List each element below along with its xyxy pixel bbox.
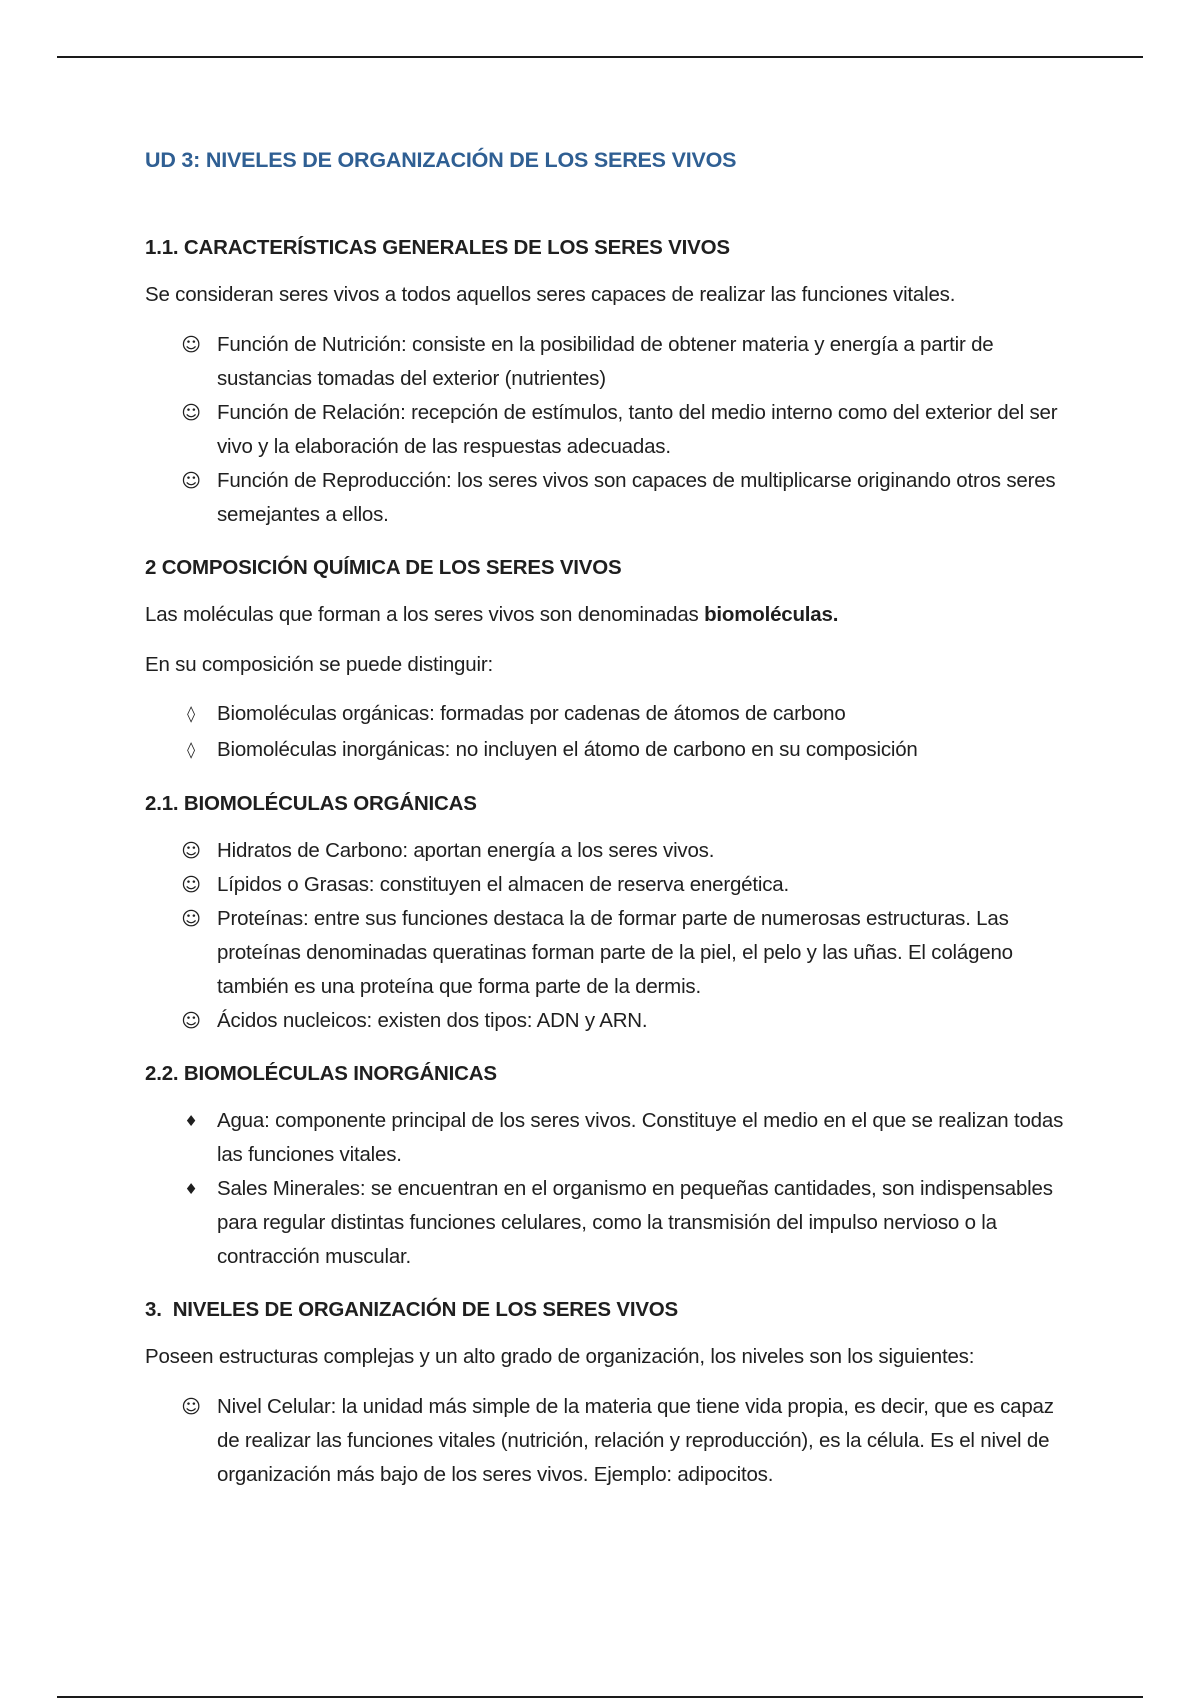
smiley-icon: ☺: [181, 334, 201, 356]
section-heading-caracteristicas: 1.1. CARACTERÍSTICAS GENERALES DE LOS SERES VIVOS: [145, 236, 730, 259]
inorganic-list: [145, 1104, 1065, 1274]
levels-list: [145, 1390, 1065, 1492]
section-intro: Se consideran seres vivos a todos aquellos seres capaces de realizar las funciones vitales.: [145, 283, 956, 306]
intro-bold-term: biomoléculas.: [704, 603, 839, 626]
section-heading-composicion: 2 COMPOSICIÓN QUÍMICA DE LOS SERES VIVOS: [145, 556, 622, 579]
list-item-text: Biomoléculas inorgánicas: no incluyen el átomo de carbono en su composición: [217, 738, 918, 761]
list-item-text: Proteínas: entre sus funciones destaca la de formar parte de numerosas estructuras. Las proteínas denominadas queratinas forman parte de la piel, el pelo y las uñas. El colágeno también es una proteína que forma parte de la dermis.: [217, 907, 1013, 998]
list-item-text: Función de Reproducción: los seres vivos son capaces de multiplicarse originando otros seres semejantes a ellos.: [217, 469, 1056, 526]
list-item: [145, 868, 1065, 902]
list-item: [145, 396, 1065, 464]
diamond-icon: ◊: [187, 740, 195, 759]
list-item: [145, 328, 1065, 396]
diamond-icon: ◊: [187, 704, 195, 723]
document-body: [145, 140, 1065, 1508]
document-title: UD 3: NIVELES DE ORGANIZACIÓN DE LOS SERES VIVOS: [145, 148, 737, 172]
smiley-icon: ☺: [181, 402, 201, 424]
list-item-text: Biomoléculas orgánicas: formadas por cadenas de átomos de carbono: [217, 702, 846, 725]
section-heading-organicas: 2.1. BIOMOLÉCULAS ORGÁNICAS: [145, 792, 477, 815]
list-item-text: Función de Relación: recepción de estímulos, tanto del medio interno como del exterior del ser vivo y la elaboración de las respuestas adecuadas.: [217, 401, 1058, 458]
smiley-icon: ☺: [181, 1010, 201, 1032]
list-item: [145, 732, 1065, 768]
organic-list: [145, 834, 1065, 1038]
list-item: [145, 1004, 1065, 1038]
list-item-text: Nivel Celular: la unidad más simple de la materia que tiene vida propia, es decir, que es capaz de realizar las funciones vitales (nutrición, relación y reproducción), es la célula. Es el nivel de organización más bajo de los seres vivos. Ejemplo: adipocitos.: [217, 1395, 1054, 1486]
intro-text: Las moléculas que forman a los seres vivos son denominadas: [145, 603, 705, 626]
list-item-text: Agua: componente principal de los seres vivos. Constituye el medio en el que se realizan todas las funciones vitales.: [217, 1109, 1064, 1166]
section-distinguish: En su composición se puede distinguir:: [145, 653, 493, 676]
list-item: [145, 902, 1065, 1004]
list-item: [145, 464, 1065, 532]
biomolecule-types-list: [145, 696, 1065, 768]
list-item: [145, 1104, 1065, 1172]
diamond-solid-icon: ♦: [184, 1112, 198, 1130]
list-item-text: Hidratos de Carbono: aportan energía a los seres vivos.: [217, 839, 715, 862]
section-intro: Poseen estructuras complejas y un alto grado de organización, los niveles son los siguientes:: [145, 1345, 975, 1368]
functions-list: [145, 328, 1065, 532]
list-item: [145, 834, 1065, 868]
top-rule: [57, 56, 1143, 58]
list-item-text: Ácidos nucleicos: existen dos tipos: ADN y ARN.: [217, 1009, 648, 1032]
bottom-rule: [57, 1696, 1143, 1698]
list-item-text: Lípidos o Grasas: constituyen el almacen de reserva energética.: [217, 873, 789, 896]
list-item-text: Sales Minerales: se encuentran en el organismo en pequeñas cantidades, son indispensables para regular distintas funciones celulares, como la transmisión del impulso nervioso o la contracción muscular.: [217, 1177, 1053, 1268]
list-item-text: Función de Nutrición: consiste en la posibilidad de obtener materia y energía a partir de sustancias tomadas del exterior (nutrientes): [217, 333, 994, 390]
smiley-icon: ☺: [181, 1396, 201, 1418]
smiley-icon: ☺: [181, 840, 201, 862]
diamond-solid-icon: ♦: [184, 1180, 198, 1198]
section-heading-niveles: 3. NIVELES DE ORGANIZACIÓN DE LOS SERES VIVOS: [145, 1298, 679, 1321]
smiley-icon: ☺: [181, 908, 201, 930]
section-heading-inorganicas: 2.2. BIOMOLÉCULAS INORGÁNICAS: [145, 1062, 497, 1085]
smiley-icon: ☺: [181, 470, 201, 492]
smiley-icon: ☺: [181, 874, 201, 896]
list-item: [145, 696, 1065, 732]
section-intro: [145, 598, 1065, 632]
list-item: [145, 1390, 1065, 1492]
list-item: [145, 1172, 1065, 1274]
